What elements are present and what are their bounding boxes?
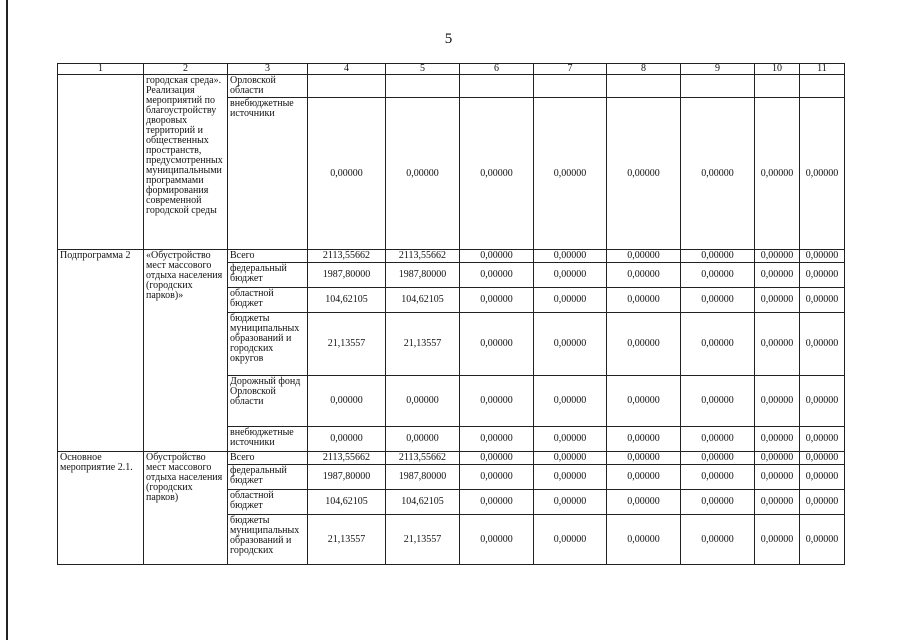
amount-cell: [308, 75, 386, 98]
amount-cell: 0,00000: [800, 288, 845, 313]
program-code-cell: Основное мероприятие 2.1.: [58, 452, 144, 565]
funding-source-cell: Дорожный фонд Орловской области: [228, 376, 308, 427]
amount-cell: 0,00000: [386, 376, 460, 427]
amount-cell: 0,00000: [386, 98, 460, 250]
amount-cell: 0,00000: [534, 376, 607, 427]
amount-cell: [800, 75, 845, 98]
funding-source-cell: областной бюджет: [228, 490, 308, 515]
amount-cell: 1987,80000: [386, 465, 460, 490]
amount-cell: 0,00000: [681, 465, 755, 490]
amount-cell: 0,00000: [607, 427, 681, 452]
funding-source-cell: бюджеты муниципальных образований и городских округов: [228, 313, 308, 376]
column-header: 3: [228, 64, 308, 75]
amount-cell: 104,62105: [386, 490, 460, 515]
amount-cell: 0,00000: [681, 515, 755, 565]
amount-cell: 0,00000: [607, 515, 681, 565]
funding-source-cell: внебюджетные источники: [228, 427, 308, 452]
amount-cell: 21,13557: [308, 515, 386, 565]
table-row: [58, 452, 845, 465]
amount-cell: 104,62105: [308, 490, 386, 515]
amount-cell: 0,00000: [607, 263, 681, 288]
column-header: 1: [58, 64, 144, 75]
amount-cell: 0,00000: [308, 98, 386, 250]
funding-source-cell: Орловской области: [228, 75, 308, 98]
amount-cell: 0,00000: [800, 376, 845, 427]
amount-cell: 0,00000: [460, 98, 534, 250]
amount-cell: 104,62105: [386, 288, 460, 313]
column-header: 4: [308, 64, 386, 75]
amount-cell: 0,00000: [681, 452, 755, 465]
column-number-row: [58, 64, 845, 75]
amount-cell: [755, 75, 800, 98]
funding-source-cell: Всего: [228, 250, 308, 263]
amount-cell: 0,00000: [534, 427, 607, 452]
amount-cell: 0,00000: [607, 250, 681, 263]
amount-cell: 0,00000: [607, 452, 681, 465]
amount-cell: 0,00000: [755, 376, 800, 427]
amount-cell: 0,00000: [460, 515, 534, 565]
amount-cell: 0,00000: [800, 465, 845, 490]
amount-cell: 0,00000: [460, 490, 534, 515]
amount-cell: 0,00000: [460, 263, 534, 288]
amount-cell: 0,00000: [534, 313, 607, 376]
program-name-cell: городская среда». Реализация мероприятий по благоустройству дворовых территорий и общественных пространств, предусмотренных муниципальными программами формирования современной городской среды: [144, 75, 228, 250]
amount-cell: 2113,55662: [308, 250, 386, 263]
amount-cell: 0,00000: [308, 376, 386, 427]
amount-cell: 0,00000: [755, 515, 800, 565]
amount-cell: [460, 75, 534, 98]
amount-cell: 0,00000: [534, 490, 607, 515]
amount-cell: 0,00000: [681, 288, 755, 313]
amount-cell: 0,00000: [460, 313, 534, 376]
amount-cell: 0,00000: [534, 250, 607, 263]
funding-source-cell: бюджеты муниципальных образований и городских: [228, 515, 308, 565]
amount-cell: [681, 75, 755, 98]
program-code-cell: [58, 75, 144, 250]
amount-cell: [534, 75, 607, 98]
program-code-cell: Подпрограмма 2: [58, 250, 144, 452]
amount-cell: 0,00000: [607, 288, 681, 313]
amount-cell: 21,13557: [386, 313, 460, 376]
amount-cell: 0,00000: [800, 250, 845, 263]
amount-cell: 21,13557: [308, 313, 386, 376]
amount-cell: 0,00000: [460, 427, 534, 452]
amount-cell: 2113,55662: [308, 452, 386, 465]
amount-cell: 0,00000: [681, 263, 755, 288]
amount-cell: 2113,55662: [386, 452, 460, 465]
column-header: 5: [386, 64, 460, 75]
amount-cell: 0,00000: [308, 427, 386, 452]
amount-cell: 0,00000: [607, 376, 681, 427]
amount-cell: 0,00000: [607, 465, 681, 490]
column-header: 7: [534, 64, 607, 75]
amount-cell: 1987,80000: [308, 465, 386, 490]
amount-cell: 0,00000: [681, 376, 755, 427]
column-header: 10: [755, 64, 800, 75]
amount-cell: 0,00000: [755, 250, 800, 263]
amount-cell: 0,00000: [681, 427, 755, 452]
amount-cell: 0,00000: [607, 98, 681, 250]
amount-cell: 1987,80000: [386, 263, 460, 288]
page-number: 5: [444, 31, 453, 47]
amount-cell: 0,00000: [460, 376, 534, 427]
funding-source-cell: федеральный бюджет: [228, 465, 308, 490]
page-left-edge: [6, 0, 8, 640]
program-name-cell: «Обустройство мест массового отдыха населения (городских парков)»: [144, 250, 228, 452]
table-row: [58, 75, 845, 98]
amount-cell: 0,00000: [607, 313, 681, 376]
budget-table: [57, 63, 845, 565]
program-name-cell: Обустройство мест массового отдыха населения (городских парков): [144, 452, 228, 565]
amount-cell: 0,00000: [755, 98, 800, 250]
amount-cell: 0,00000: [800, 452, 845, 465]
amount-cell: 21,13557: [386, 515, 460, 565]
amount-cell: 0,00000: [681, 98, 755, 250]
amount-cell: 0,00000: [755, 263, 800, 288]
column-header: 6: [460, 64, 534, 75]
amount-cell: 0,00000: [534, 98, 607, 250]
amount-cell: 0,00000: [800, 427, 845, 452]
amount-cell: 0,00000: [534, 452, 607, 465]
amount-cell: 0,00000: [534, 465, 607, 490]
funding-source-cell: внебюджетные источники: [228, 98, 308, 250]
column-header: 2: [144, 64, 228, 75]
amount-cell: 0,00000: [460, 288, 534, 313]
amount-cell: 0,00000: [681, 313, 755, 376]
amount-cell: 0,00000: [681, 250, 755, 263]
amount-cell: 0,00000: [460, 250, 534, 263]
amount-cell: 0,00000: [460, 465, 534, 490]
amount-cell: 0,00000: [460, 452, 534, 465]
amount-cell: [607, 75, 681, 98]
amount-cell: 0,00000: [534, 515, 607, 565]
column-header: 8: [607, 64, 681, 75]
amount-cell: 0,00000: [755, 490, 800, 515]
amount-cell: 2113,55662: [386, 250, 460, 263]
amount-cell: 0,00000: [800, 515, 845, 565]
funding-source-cell: федеральный бюджет: [228, 263, 308, 288]
amount-cell: 0,00000: [800, 98, 845, 250]
amount-cell: 0,00000: [800, 263, 845, 288]
amount-cell: 0,00000: [607, 490, 681, 515]
amount-cell: 0,00000: [755, 288, 800, 313]
amount-cell: [386, 75, 460, 98]
funding-source-cell: областной бюджет: [228, 288, 308, 313]
table-row: [58, 250, 845, 263]
column-header: 9: [681, 64, 755, 75]
funding-source-cell: Всего: [228, 452, 308, 465]
amount-cell: 1987,80000: [308, 263, 386, 288]
amount-cell: 0,00000: [534, 288, 607, 313]
amount-cell: 0,00000: [755, 313, 800, 376]
amount-cell: 0,00000: [534, 263, 607, 288]
amount-cell: 0,00000: [755, 427, 800, 452]
amount-cell: 0,00000: [800, 313, 845, 376]
amount-cell: 0,00000: [755, 465, 800, 490]
column-header: 11: [800, 64, 845, 75]
amount-cell: 0,00000: [755, 452, 800, 465]
amount-cell: 0,00000: [681, 490, 755, 515]
amount-cell: 104,62105: [308, 288, 386, 313]
amount-cell: 0,00000: [386, 427, 460, 452]
amount-cell: 0,00000: [800, 490, 845, 515]
